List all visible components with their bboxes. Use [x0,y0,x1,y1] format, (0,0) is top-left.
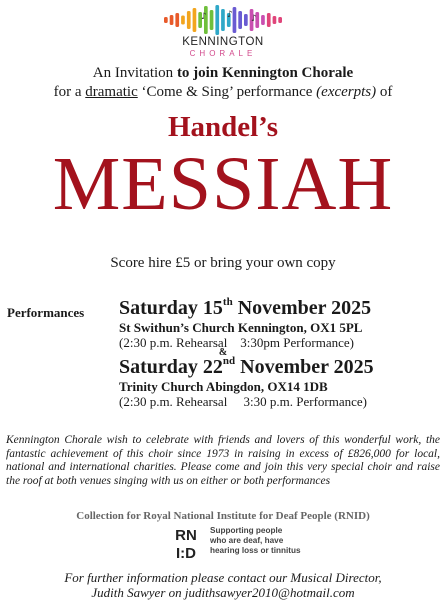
rnid-logo-bottom: I:D [176,545,196,560]
logo-wave-bar [170,15,174,25]
score-hire-note: Score hire £5 or bring your own copy [110,255,336,271]
logo-wave-bar [175,13,179,27]
logo-wave-bar [233,7,237,33]
invitation-for: for a [53,84,86,100]
logo-wave-bar [193,8,197,32]
logo-name: KENNINGTON [182,36,264,48]
rnid-tagline-line-2: who are deaf, have [210,536,284,545]
logo-wave-bar [261,15,265,25]
logo-wave-bar [181,16,185,25]
rnid-logo-icon [168,524,204,560]
rnid-logo-top: RN [175,527,197,544]
logo-wave-bar [278,17,282,23]
invitation-dramatic: dramatic [85,84,138,100]
performance-2-date-day: Saturday 22 [119,356,223,378]
performance-1-date-suffix: th [222,296,233,308]
performance-2-date-month: November 2025 [235,356,374,378]
performance-1-date [119,297,371,320]
invitation-come-sing: ‘Come & Sing’ performance [137,84,317,100]
collection-note: Collection for Royal National Institute for Deaf People (RNID) [76,510,370,522]
contact-line-2: Judith Sawyer on judithsawyer2010@hotmail.com [91,585,355,600]
invitation-line-1 [0,65,446,82]
performance-1-time-text: (2:30 p.m. Rehearsal 3:30pm Performance) [119,335,355,350]
work-title: MESSIAH [52,142,394,226]
choir-description: Kennington Chorale wish to celebrate with friends and lovers of this wonderful work, the fantastic achievement of this choir since 1973 in raising in excess of £826,000 for local, national and international charities. Please come and join this very special choir and raise the roof at both venues singing with us on either or both performances [6,434,440,487]
logo-wave-bar [267,13,271,27]
logo-wave-bar [215,5,219,35]
rnid-tagline [210,526,301,556]
performance-2-venue: Trinity Church Abingdon, OX14 1DB [119,379,328,394]
performance-2-date [119,356,374,379]
logo-subtitle: CHORALE [189,49,257,58]
invitation-line-2 [0,84,446,101]
logo-wave-bar [273,16,277,24]
invitation-excerpts: (excerpts) [316,84,377,100]
logo-wave-bar [187,11,191,29]
rnid-tagline-line-3: hearing loss or tinnitus [210,546,301,555]
logo-wave-bar [164,17,168,23]
performance-2-time-text: (2:30 p.m. Rehearsal 3:30 p.m. Performance) [119,394,368,409]
performance-1-date-day: Saturday 15 [119,297,223,319]
composer-title: Handel’s [167,111,279,143]
invitation-of: of [376,84,393,100]
invitation-intro: An Invitation [92,65,177,81]
logo-wave-bar [244,14,248,26]
contact-line-1: For further information please contact our Musical Director, [64,570,382,585]
performance-separator: & [218,347,228,358]
logo-wave-bar [221,9,225,31]
performance-1-date-month: November 2025 [232,297,372,319]
music-note-icon: ♪ [227,10,233,20]
choir-logo-wave-icon [163,4,283,36]
performance-1-venue: St Swithun’s Church Kennington, OX1 5PL [119,320,363,335]
logo-wave-bar [210,10,214,30]
performance-2-date-suffix: nd [222,355,236,367]
music-note-icon: ♪ [201,12,207,22]
logo-wave-bar [238,11,242,29]
performance-2-time [119,394,367,410]
performances-label: Performances [7,305,85,320]
rnid-tagline-line-1: Supporting people [210,526,283,535]
invitation-highlight: to join Kennington Chorale [176,65,354,81]
music-note-icon: ♪ [251,14,257,24]
